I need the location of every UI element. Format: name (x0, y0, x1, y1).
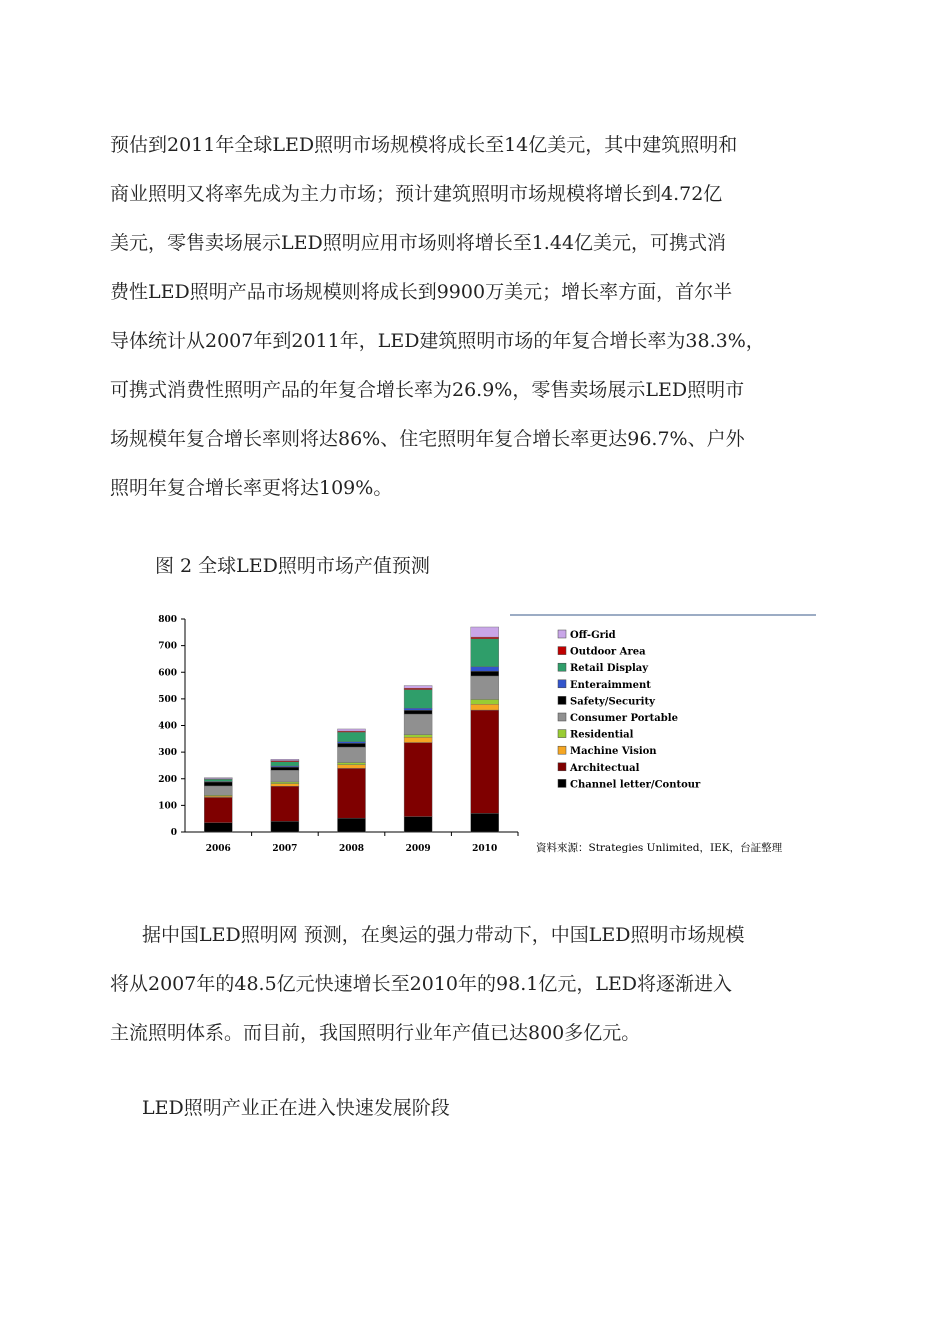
bar-segment-off-grid (271, 759, 299, 760)
text-line: 场规模年复合增长率则将达86%、住宅照明年复合增长率更达96.7%、户外 (110, 428, 745, 450)
bar-segment-off-grid (204, 778, 232, 779)
bar-segment-safety-security (204, 782, 232, 786)
legend-label: Safety/Security (570, 696, 655, 708)
bar-segment-architectual (471, 710, 499, 813)
text-line: 美元，零售卖场展示LED照明应用市场则将增长至1.44亿美元，可携式消 (110, 232, 727, 254)
y-tick-label: 600 (158, 668, 177, 679)
source-note: 資料來源：Strategies Unlimited，IEK，台証整理 (536, 842, 783, 854)
x-tick-label: 2009 (405, 844, 431, 854)
text-line: 导体统计从2007年到2011年，LED建筑照明市场的年复合增长率为38.3%， (110, 330, 765, 352)
x-tick-label: 2010 (472, 844, 498, 854)
bar-segment-residential (471, 699, 499, 704)
x-tick-label: 2007 (272, 844, 298, 854)
text-line: 预估到2011年全球LED照明市场规模将成长至14亿美元，其中建筑照明和 (110, 134, 738, 156)
bar-segment-off-grid (404, 686, 432, 689)
bar-segment-architectual (338, 768, 366, 818)
legend-label: Machine Vision (570, 746, 657, 758)
bar-segment-safety-security (271, 767, 299, 770)
y-tick-label: 500 (158, 694, 177, 705)
text-line: 商业照明又将率先成为主力市场；预计建筑照明市场规模将增长到4.72亿 (110, 183, 723, 205)
bar-segment-channel-letter-contour (338, 818, 366, 832)
bar-segment-residential (404, 735, 432, 738)
legend-label: Consumer Portable (570, 713, 678, 724)
legend-swatch (558, 630, 566, 638)
bar-segment-architectual (271, 786, 299, 821)
legend-swatch (558, 763, 566, 771)
bar-segment-residential (271, 782, 299, 784)
y-tick-label: 400 (158, 721, 177, 732)
y-tick-label: 700 (158, 641, 177, 652)
legend-label: Enteraimment (570, 679, 651, 691)
bar-segment-consumer-portable (404, 714, 432, 735)
bar-segment-architectual (204, 797, 232, 822)
y-tick-label: 100 (158, 801, 177, 812)
bar-segment-safety-security (404, 710, 432, 714)
text-line: 将从2007年的48.5亿元快速增长至2010年的98.1亿元，LED将逐渐进入 (110, 973, 733, 995)
text-line: 据中国LED照明网 预测，在奥运的强力带动下，中国LED照明市场规模 (142, 924, 745, 946)
bar-segment-machine-vision (404, 737, 432, 742)
legend-swatch (558, 746, 566, 754)
section-heading: LED照明产业正在进入快速发展阶段 (142, 1097, 450, 1119)
bar-segment-consumer-portable (338, 747, 366, 762)
legend-swatch (558, 730, 566, 738)
bar-segment-machine-vision (271, 784, 299, 787)
paragraph-china-market (110, 911, 850, 1058)
legend-label: Outdoor Area (570, 646, 646, 658)
legend-swatch (558, 713, 566, 721)
legend-label: Retail Display (570, 663, 649, 675)
bar-segment-channel-letter-contour (204, 823, 232, 832)
legend-swatch (558, 696, 566, 704)
bar-segment-channel-letter-contour (404, 817, 432, 832)
bar-segment-machine-vision (338, 765, 366, 769)
bar-segment-retail-display (404, 690, 432, 709)
bar-segment-retail-display (471, 639, 499, 667)
bar-segment-architectual (404, 743, 432, 817)
bar-segment-safety-security (338, 743, 366, 747)
y-tick-label: 200 (158, 774, 177, 785)
legend-label: Off-Grid (570, 630, 616, 641)
y-tick-label: 800 (158, 615, 177, 625)
legend-label: Residential (570, 729, 634, 741)
bar-segment-channel-letter-contour (471, 813, 499, 832)
x-axis-labels (206, 832, 518, 854)
legend (558, 630, 701, 790)
y-tick-label: 300 (158, 748, 177, 759)
bar-segment-channel-letter-contour (271, 821, 299, 832)
bar-segment-consumer-portable (271, 770, 299, 782)
legend-swatch (558, 663, 566, 671)
bar-segment-entertainment (471, 667, 499, 672)
bar-segment-off-grid (471, 627, 499, 637)
bar-segment-machine-vision (471, 704, 499, 710)
bar-segment-off-grid (338, 729, 366, 731)
legend-swatch (558, 647, 566, 655)
bars (204, 627, 498, 832)
legend-label: Channel letter/Contour (570, 779, 701, 791)
text-line: 可携式消费性照明产品的年复合增长率为26.9%，零售卖场展示LED照明市 (110, 379, 745, 401)
x-tick-label: 2006 (205, 844, 231, 854)
bar-segment-retail-display (204, 779, 232, 781)
text-line: 主流照明体系。而目前，我国照明行业年产值已达800多亿元。 (110, 1022, 641, 1044)
paragraph-market-forecast (110, 121, 850, 513)
bar-segment-consumer-portable (471, 676, 499, 699)
legend-swatch (558, 680, 566, 688)
bar-segment-retail-display (338, 732, 366, 742)
bar-segment-entertainment (338, 742, 366, 744)
legend-label: Architectual (570, 762, 640, 774)
bar-segment-safety-security (471, 671, 499, 676)
legend-swatch (558, 779, 566, 787)
text-line: 照明年复合增长率更将达109%。 (110, 477, 393, 499)
x-tick-label: 2008 (338, 844, 365, 854)
bar-segment-residential (338, 763, 366, 765)
figure-caption: 图 2 全球LED照明市场产值预测 (155, 555, 430, 577)
bar-segment-entertainment (404, 708, 432, 710)
bar-segment-retail-display (271, 762, 299, 766)
y-tick-label: 0 (170, 828, 177, 838)
stacked-bar-chart (148, 605, 820, 865)
text-line: 费性LED照明产品市场规模则将成长到9900万美元；增长率方面，首尔半 (110, 281, 733, 303)
bar-segment-consumer-portable (204, 786, 232, 795)
bar-segment-outdoor-area (471, 637, 499, 639)
